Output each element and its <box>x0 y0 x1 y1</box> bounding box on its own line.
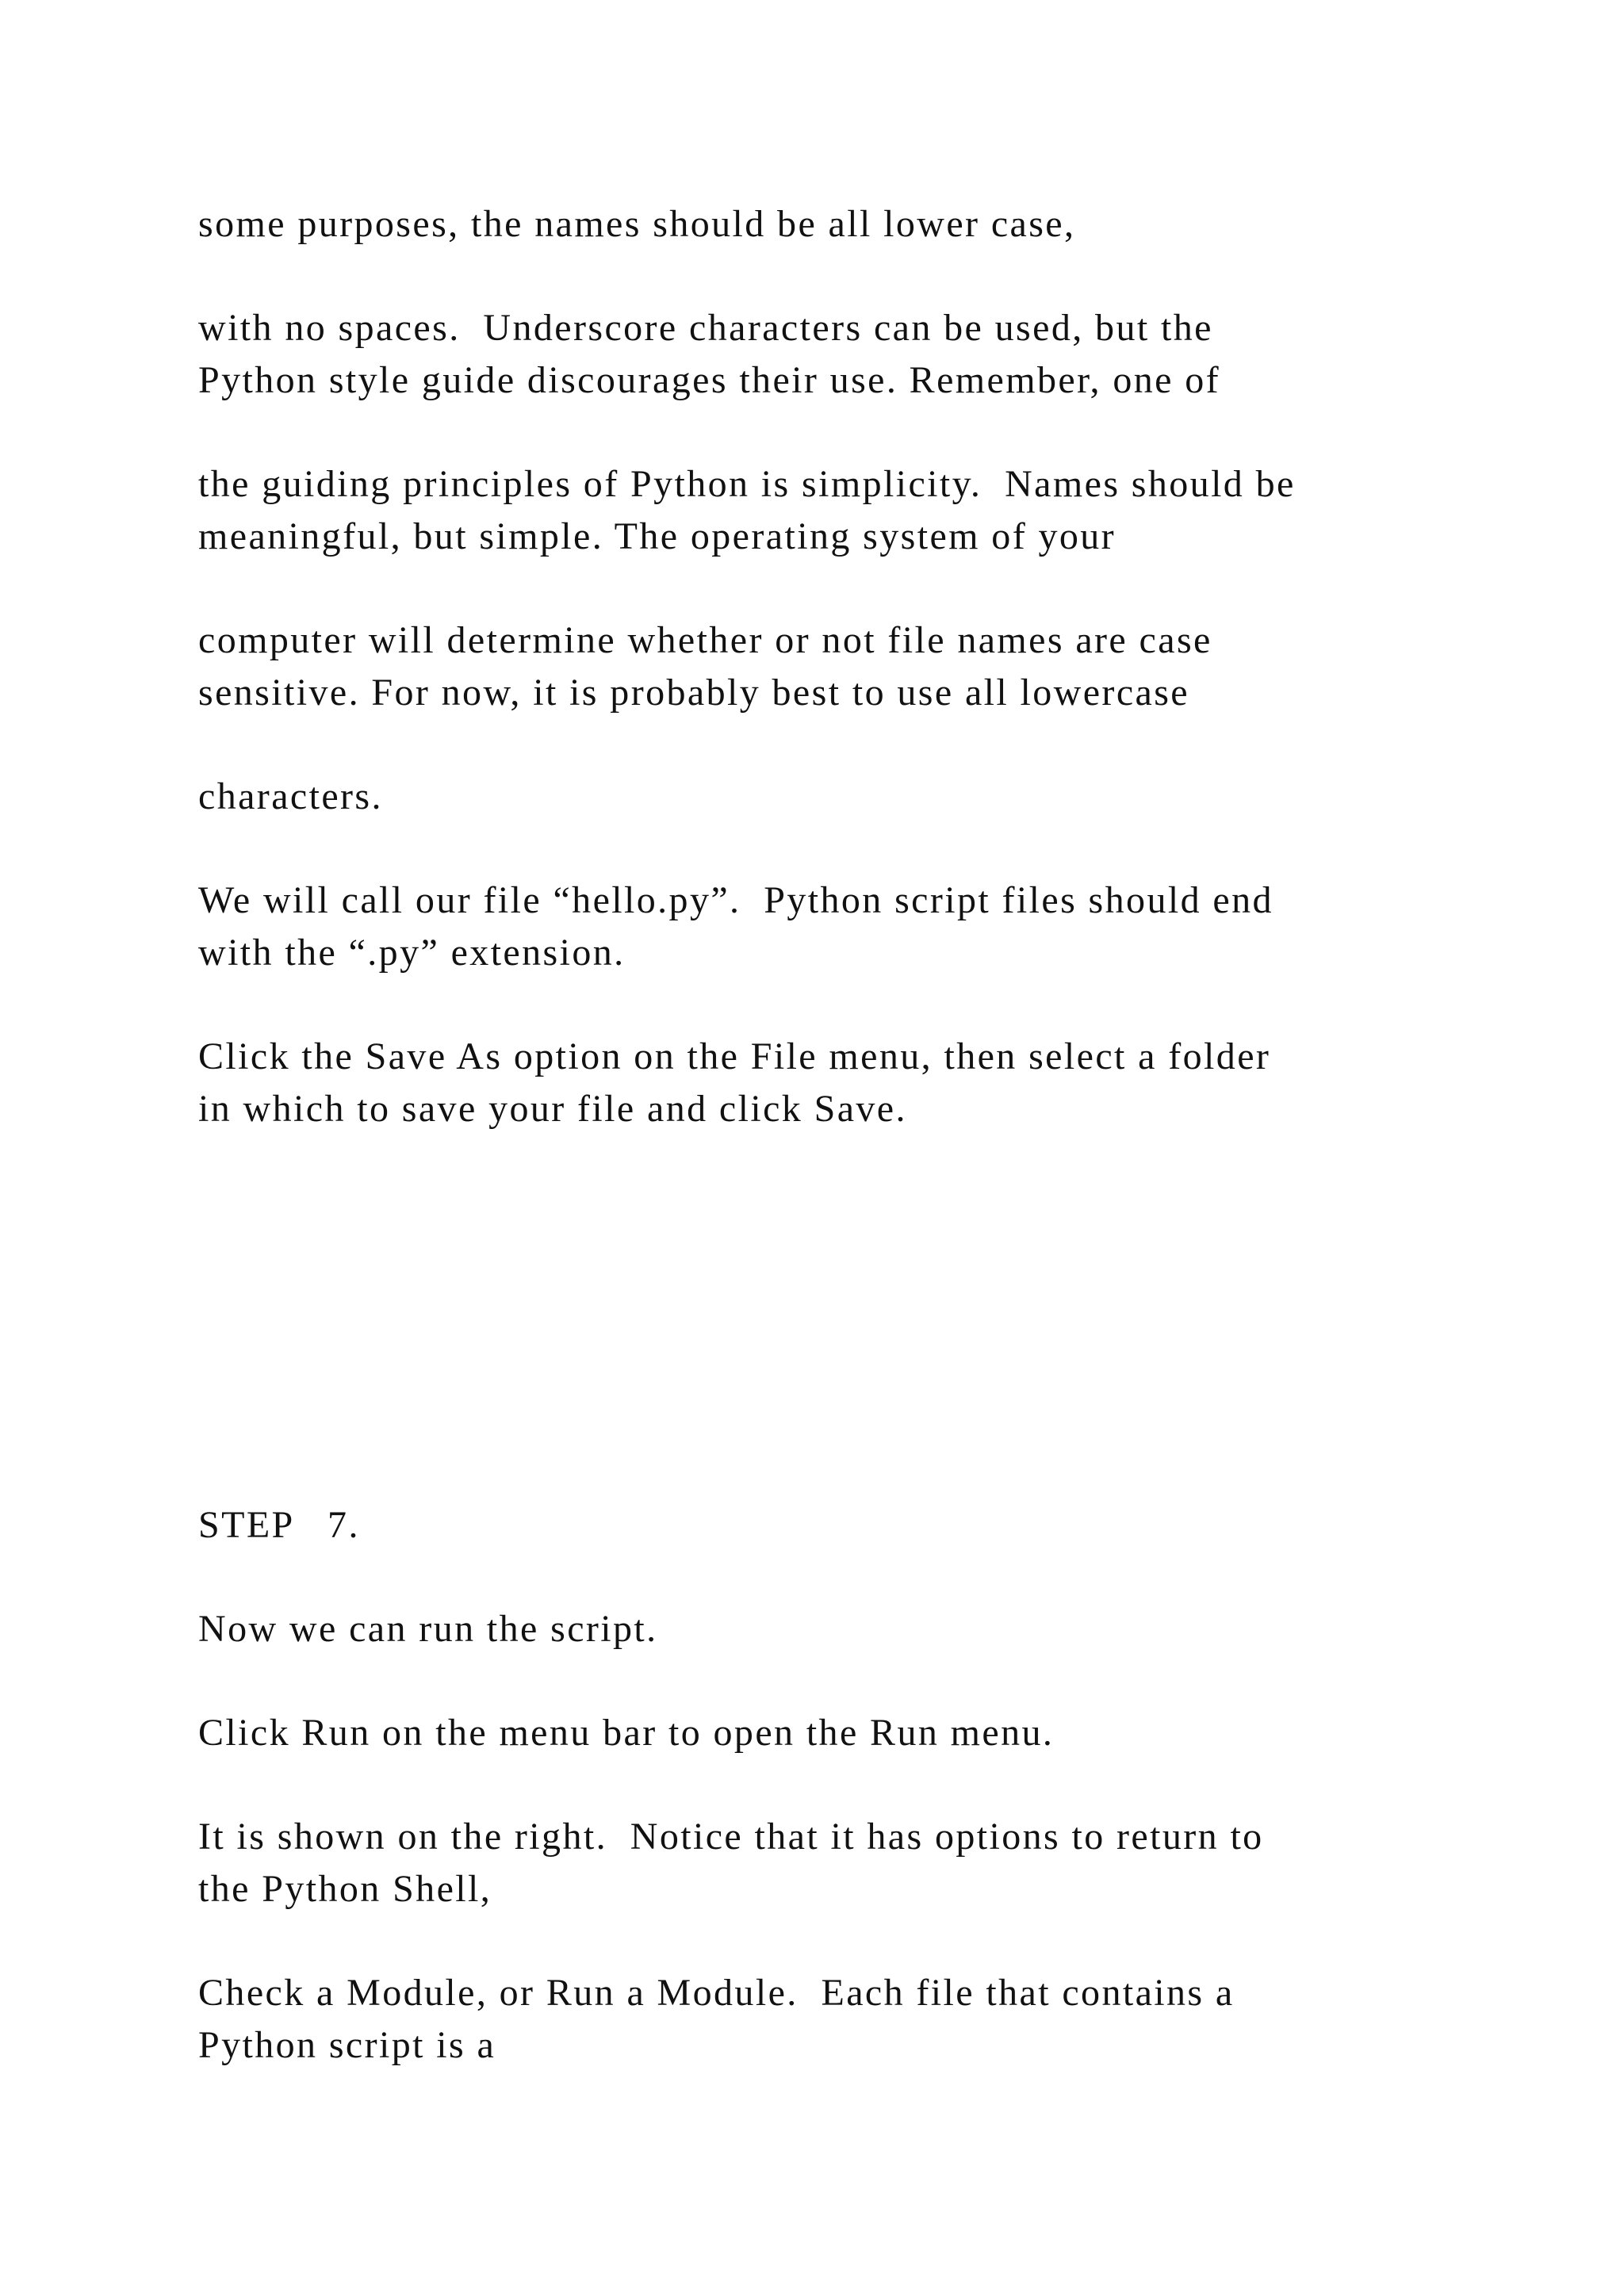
text-line: It is shown on the right. Notice that it has options to return to <box>198 1816 1264 1858</box>
text-line: Python script is a <box>198 2024 496 2066</box>
text-line: characters. <box>198 775 383 817</box>
text-line: Click the Save As option on the File menu, then select a folder <box>198 1035 1271 1077</box>
text-line: some purposes, the names should be all lower case, <box>198 203 1076 245</box>
text-line: with no spaces. Underscore characters can be used, but the <box>198 307 1213 349</box>
text-line: Click Run on the menu bar to open the Run menu. <box>198 1712 1055 1754</box>
text-line: Python style guide discourages their use. Remember, one of <box>198 359 1221 401</box>
text-line: meaningful, but simple. The operating system of your <box>198 515 1116 557</box>
text-line: the guiding principles of Python is simplicity. Names should be <box>198 463 1296 505</box>
text-line: in which to save your file and click Save. <box>198 1088 907 1130</box>
text-line: We will call our file “hello.py”. Python script files should end <box>198 879 1274 921</box>
text-line: computer will determine whether or not file names are case <box>198 619 1212 661</box>
text-line: Check a Module, or Run a Module. Each file that contains a <box>198 1972 1235 2014</box>
text-line: the Python Shell, <box>198 1868 492 1910</box>
text-line: with the “.py” extension. <box>198 932 626 974</box>
step-heading: STEP 7. <box>198 1504 360 1546</box>
text-line: Now we can run the script. <box>198 1608 658 1650</box>
text-line: sensitive. For now, it is probably best to use all lowercase <box>198 672 1190 714</box>
